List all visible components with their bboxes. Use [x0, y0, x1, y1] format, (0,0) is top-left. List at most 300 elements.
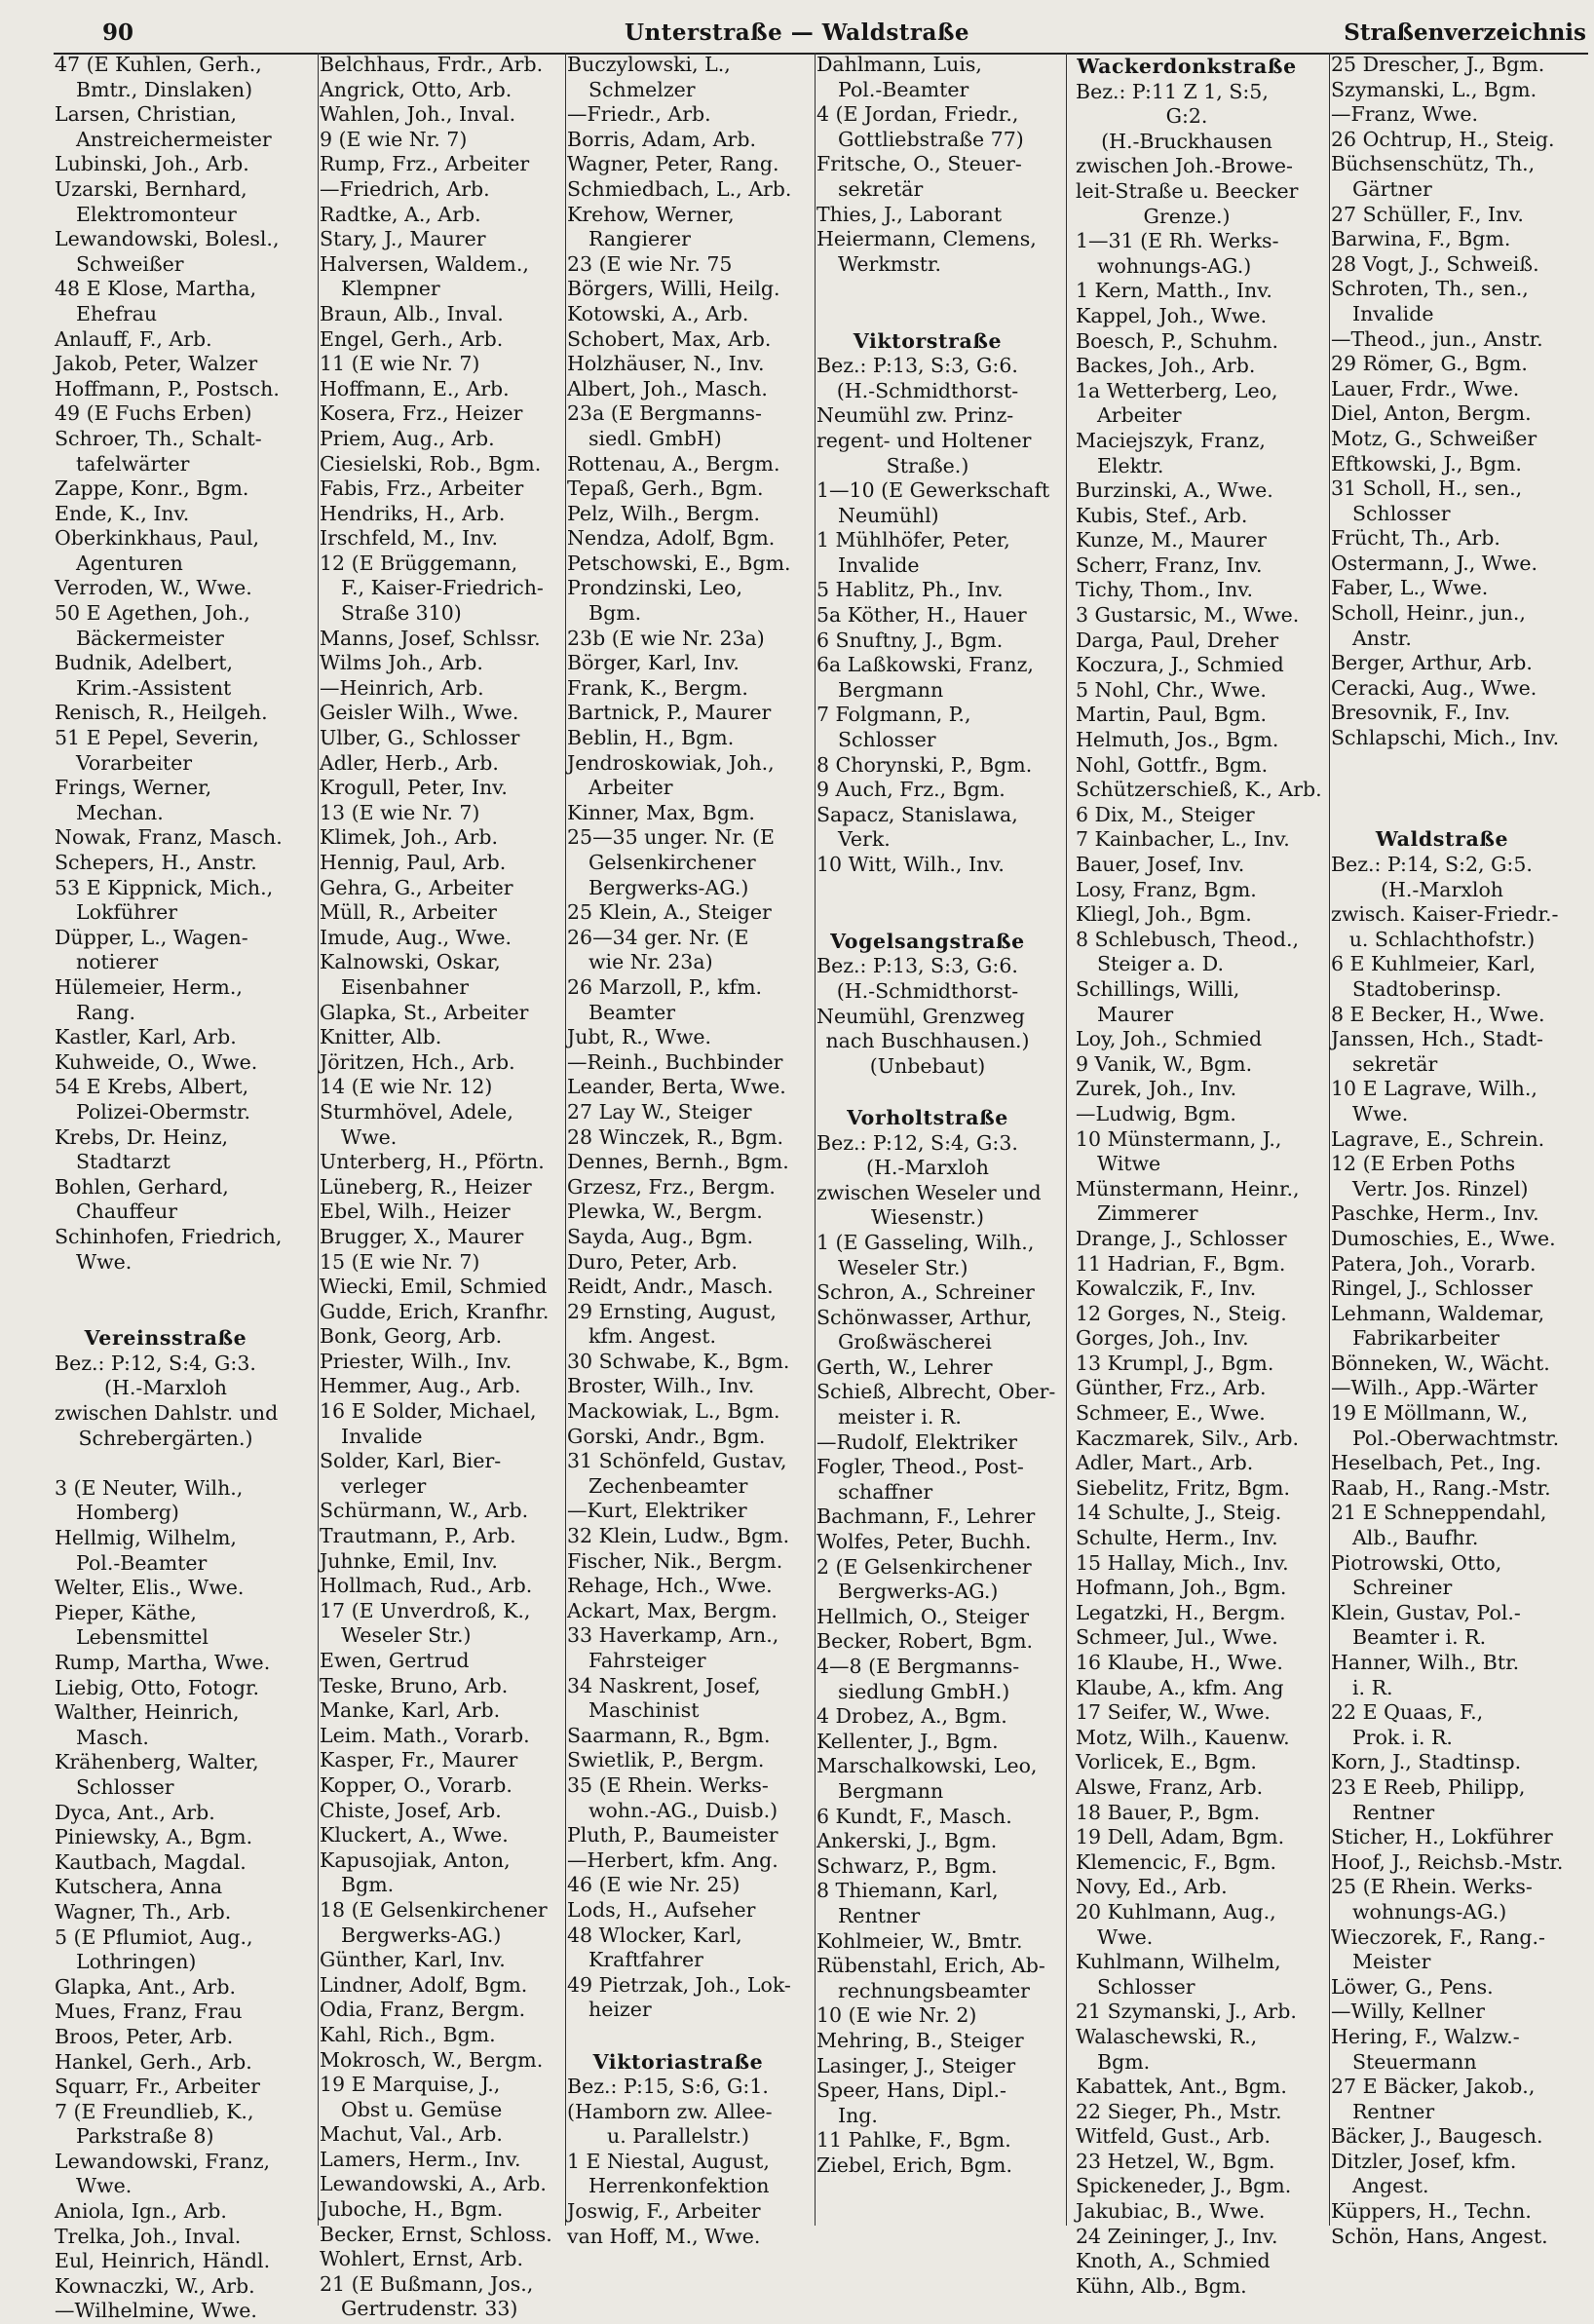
entry-line: Tichy, Thom., Inv.: [1076, 578, 1253, 602]
entry-line: Fahrsteiger: [588, 1649, 706, 1672]
entry-line: Backes, Joh., Arb.: [1076, 354, 1256, 378]
entry-line: Eisenbahner: [341, 974, 470, 999]
entry-line: 54 E Krebs, Albert,: [55, 1075, 249, 1099]
column-divider: [1066, 53, 1067, 2226]
entry-line: (H.-Marxloh: [866, 1156, 989, 1180]
entry-line: 4—8 (E Bergmanns-: [816, 1655, 1020, 1678]
entry-line: Sturmhövel, Adele,: [320, 1099, 513, 1124]
entry-line: Bäckermeister: [76, 626, 224, 650]
entry-line: Kopper, O., Vorarb.: [320, 1772, 512, 1797]
entry-line: Renisch, R., Heilgeh.: [55, 701, 268, 725]
entry-line: Weseler Str.): [341, 1623, 472, 1648]
entry-line: Boesch, P., Schuhm.: [1076, 328, 1279, 353]
street-heading: Viktorstraße: [853, 328, 1003, 353]
entry-line: Plewka, W., Bergm.: [567, 1200, 763, 1224]
entry-line: Solder, Karl, Bier-: [320, 1449, 502, 1473]
entry-line: Verroden, W., Wwe.: [55, 576, 252, 600]
entry-line: 12 Gorges, N., Steig.: [1076, 1301, 1287, 1325]
entry-line: Kotowski, A., Arb.: [567, 301, 749, 325]
entry-line: 17 (E Unverdroß, K.,: [320, 1598, 531, 1622]
entry-line: Fischer, Nik., Bergm.: [567, 1548, 783, 1573]
entry-line: Kosera, Frz., Heizer: [320, 401, 523, 426]
entry-line: van Hoff, M., Wwe.: [567, 2224, 761, 2248]
entry-line: Klein, Gustav, Pol.-: [1331, 1600, 1521, 1624]
entry-line: Rentner: [1352, 2099, 1435, 2123]
entry-line: 27 E Bäcker, Jakob.,: [1331, 2075, 1536, 2099]
entry-line: Ing.: [838, 2103, 878, 2127]
entry-line: regent- und Holtener: [816, 428, 1032, 452]
entry-line: Klempner: [341, 277, 440, 301]
entry-line: Krim.-Assistent: [76, 675, 232, 700]
entry-line: Neumühl zw. Prinz-: [816, 403, 1014, 428]
entry-line: Patera, Joh., Vorarb.: [1331, 1251, 1537, 1276]
entry-line: Ackart, Max, Bergm.: [567, 1598, 778, 1622]
entry-line: Hollmach, Rud., Arb.: [320, 1574, 533, 1598]
entry-line: Anstreichermeister: [76, 127, 272, 151]
entry-line: Lewandowski, A., Arb.: [320, 2172, 547, 2196]
entry-line: 5 (E Pflumiot, Aug.,: [55, 1924, 253, 1949]
spacer: [55, 1275, 277, 1300]
entry-line: Krehow, Werner,: [567, 202, 735, 226]
entry-line: Walther, Heinrich,: [55, 1700, 240, 1725]
entry-line: 23 Hetzel, W., Bgm.: [1076, 2149, 1275, 2173]
entry-line: Hofmann, Joh., Bgm.: [1076, 1576, 1287, 1600]
entry-line: siedlung GmbH.): [838, 1679, 1010, 1703]
entry-line: wohnungs-AG.): [1352, 1899, 1507, 1924]
entry-line: Kasper, Fr., Maurer: [320, 1748, 518, 1772]
entry-line: Witfeld, Gust., Arb.: [1076, 2124, 1271, 2149]
entry-line: Bez.: P:12, S:4, G:3.: [55, 1351, 256, 1375]
entry-line: Lebensmittel: [76, 1625, 209, 1650]
entry-line: Wolfes, Peter, Buchh.: [816, 1530, 1032, 1554]
entry-line: Beamter i. R.: [1352, 1625, 1487, 1650]
entry-line: notierer: [76, 950, 159, 974]
entry-line: Rübenstahl, Erich, Ab-: [816, 1954, 1045, 1978]
page-number: 90: [102, 19, 134, 46]
entry-line: 48 E Klose, Martha,: [55, 277, 257, 301]
entry-line: Hellmich, O., Steiger: [816, 1604, 1030, 1628]
entry-line: Pol.-Beamter: [76, 1550, 208, 1575]
entry-line: Engel, Gerh., Arb.: [320, 326, 504, 351]
entry-line: 7 Kainbacher, L., Inv.: [1076, 827, 1290, 852]
entry-line: Radtke, A., Arb.: [320, 202, 481, 226]
entry-line: 1—10 (E Gewerkschaft: [816, 478, 1050, 503]
entry-line: Novy, Ed., Arb.: [1076, 1875, 1228, 1899]
entry-line: Hellmig, Wilhelm,: [55, 1526, 237, 1550]
entry-line: Dumoschies, E., Wwe.: [1331, 1226, 1556, 1250]
entry-line: Kaczmarek, Silv., Arb.: [1076, 1426, 1299, 1450]
entry-line: Rehage, Hch., Wwe.: [567, 1574, 773, 1598]
spacer: [1331, 751, 1553, 777]
entry-line: 1 Mühlhöfer, Peter,: [816, 528, 1010, 552]
entry-line: Büchsenschütz, Th.,: [1331, 152, 1536, 176]
entry-line: Walaschewski, R.,: [1076, 2024, 1258, 2048]
entry-line: Börger, Karl, Inv.: [567, 651, 740, 675]
entry-line: Adler, Herb., Arb.: [320, 750, 499, 775]
entry-line: meister i. R.: [838, 1405, 962, 1429]
entry-line: Wiesenstr.): [870, 1205, 985, 1230]
entry-line: 7 Folgmann, P.,: [816, 703, 971, 727]
entry-line: Jubt, R., Wwe.: [567, 1025, 712, 1049]
entry-line: sekretär: [838, 176, 924, 201]
entry-line: 23a (E Bergmanns-: [567, 401, 762, 426]
entry-line: sekretär: [1352, 1051, 1438, 1076]
entry-line: Mechan.: [76, 800, 164, 824]
entry-line: Sticher, H., Lokführer: [1331, 1825, 1553, 1849]
entry-line: Beblin, H., Bgm.: [567, 726, 735, 750]
entry-line: Burzinski, A., Wwe.: [1076, 478, 1273, 503]
entry-line: Motz, Wilh., Kauenw.: [1076, 1725, 1290, 1749]
entry-line: Ehefrau: [76, 301, 158, 325]
entry-line: Hoffmann, E., Arb.: [320, 376, 510, 400]
entry-line: Kraftfahrer: [588, 1948, 703, 1972]
entry-line: Chauffeur: [76, 1200, 178, 1224]
entry-line: Glapka, Ant., Arb.: [55, 1974, 236, 1999]
entry-line: Stary, J., Maurer: [320, 227, 486, 251]
entry-line: —Ludwig, Bgm.: [1076, 1101, 1236, 1125]
entry-line: 3 (E Neuter, Wilh.,: [55, 1475, 244, 1500]
entry-line: 12 (E Erben Poths: [1331, 1152, 1516, 1176]
entry-line: (H.-Bruckhausen: [1101, 129, 1272, 153]
entry-line: (H.-Marxloh: [104, 1376, 227, 1400]
entry-line: Broos, Peter, Arb.: [55, 2024, 234, 2048]
entry-line: Elektromonteur: [76, 202, 237, 226]
entry-line: 22 Sieger, Ph., Mstr.: [1076, 2099, 1282, 2123]
entry-line: Hoof, J., Reichsb.-Mstr.: [1331, 1849, 1564, 1874]
entry-line: Lüneberg, R., Heizer: [320, 1174, 532, 1199]
entry-line: Bartnick, P., Maurer: [567, 701, 772, 725]
entry-line: Dyca, Ant., Arb.: [55, 1800, 215, 1824]
street-heading: Viktoriastraße: [592, 2049, 764, 2074]
entry-line: 28 Winczek, R., Bgm.: [567, 1124, 784, 1149]
entry-line: Hering, F., Walzw.-: [1331, 2024, 1520, 2048]
entry-line: Jöritzen, Hch., Arb.: [320, 1049, 515, 1074]
entry-line: 19 E Marquise, J.,: [320, 2073, 501, 2097]
entry-line: Bgm.: [1097, 2049, 1151, 2074]
entry-line: Scherr, Franz, Inv.: [1076, 552, 1263, 577]
entry-line: 53 E Kippnick, Mich.,: [55, 875, 274, 899]
entry-line: 49 Pietrzak, Joh., Lok-: [567, 1972, 791, 1997]
entry-line: Nowak, Franz, Masch.: [55, 825, 283, 850]
entry-line: Wwe.: [76, 1249, 133, 1274]
entry-line: Lewandowski, Bolesl.,: [55, 227, 280, 251]
street-heading: Vereinsstraße: [84, 1326, 247, 1351]
entry-line: u. Schlachthofstr.): [1348, 927, 1536, 951]
spacer: [1331, 801, 1553, 826]
entry-line: 28 Vogt, J., Schweiß.: [1331, 251, 1539, 276]
entry-line: Kinner, Max, Bgm.: [567, 800, 755, 824]
entry-line: 27 Lay W., Steiger: [567, 1099, 752, 1124]
entry-line: Schlosser: [1352, 501, 1451, 525]
entry-line: Stadtoberinsp.: [1352, 976, 1502, 1001]
entry-line: Frank, K., Bergm.: [567, 675, 748, 700]
entry-line: Wwe.: [76, 2174, 133, 2198]
column-divider: [318, 53, 319, 2226]
entry-line: Sayda, Aug., Bgm.: [567, 1224, 754, 1248]
spacer: [816, 878, 1039, 903]
entry-line: Braun, Alb., Inval.: [320, 301, 504, 325]
column-6: [1331, 53, 1564, 2248]
entry-line: Prok. i. R.: [1352, 1725, 1453, 1749]
entry-line: 31 Scholl, H., sen.,: [1331, 476, 1523, 501]
entry-line: Kownaczki, W., Arb.: [55, 2273, 255, 2298]
entry-line: 21 Szymanski, J., Arb.: [1076, 2000, 1297, 2024]
entry-line: Losy, Franz, Bgm.: [1076, 877, 1257, 901]
entry-line: Schönwasser, Arthur,: [816, 1305, 1033, 1329]
entry-line: Kautbach, Magdal.: [55, 1849, 247, 1874]
entry-line: Bohlen, Gerhard,: [55, 1174, 229, 1199]
entry-line: Priem, Aug., Arb.: [320, 426, 495, 450]
entry-line: Schillings, Willi,: [1076, 976, 1240, 1001]
entry-line: Hankel, Gerh., Arb.: [55, 2049, 252, 2074]
entry-line: Borris, Adam, Arb.: [567, 127, 756, 151]
entry-line: Günther, Karl, Inv.: [320, 1948, 506, 1972]
entry-line: 25—35 unger. Nr. (E: [567, 825, 775, 850]
entry-line: Leim. Math., Vorarb.: [320, 1723, 530, 1747]
entry-line: Lothringen): [76, 1950, 197, 1974]
entry-line: 1 E Niestal, August,: [567, 2149, 770, 2173]
entry-line: Lagrave, E., Schrein.: [1331, 1126, 1545, 1151]
entry-line: Bönneken, W., Wächt.: [1331, 1351, 1550, 1375]
entry-line: Bergwerks-AG.): [838, 1580, 999, 1604]
entry-line: Jendroskowiak, Joh.,: [567, 750, 775, 775]
entry-line: Trelka, Joh., Inval.: [55, 2224, 242, 2248]
entry-line: 3 Gustarsic, M., Wwe.: [1076, 603, 1300, 628]
entry-line: 34 Naskrent, Josef,: [567, 1673, 761, 1697]
entry-line: Schrebergärten.): [78, 1426, 253, 1450]
entry-line: Wieczorek, F., Rang.-: [1331, 1924, 1545, 1949]
entry-line: —Wilhelmine, Wwe.: [55, 2299, 257, 2323]
entry-line: Bäcker, J., Baugesch.: [1331, 2124, 1543, 2149]
entry-line: Gelsenkirchener: [588, 851, 756, 874]
entry-line: Leander, Berta, Wwe.: [567, 1075, 786, 1099]
entry-line: Wwe.: [1097, 1924, 1154, 1949]
entry-line: 21 (E Bußmann, Jos.,: [320, 2271, 534, 2296]
entry-line: Ceracki, Aug., Wwe.: [1331, 675, 1537, 700]
entry-line: Kutschera, Anna: [55, 1875, 223, 1899]
entry-line: Angrick, Otto, Arb.: [320, 77, 512, 101]
entry-line: Broster, Wilh., Inv.: [567, 1374, 755, 1398]
entry-line: Schwarz, P., Bgm.: [816, 1853, 998, 1878]
entry-line: 27 Schüller, F., Inv.: [1331, 202, 1524, 226]
entry-line: 15 Hallay, Mich., Inv.: [1076, 1550, 1289, 1575]
entry-line: Motz, G., Schweißer: [1331, 426, 1537, 450]
entry-line: —Wilh., App.-Wärter: [1331, 1376, 1537, 1400]
entry-line: u. Parallelstr.): [607, 2124, 749, 2149]
entry-line: Ditzler, Josef, kfm.: [1331, 2149, 1517, 2173]
spacer: [567, 2023, 789, 2048]
entry-line: Grzesz, Frz., Bergm.: [567, 1174, 776, 1199]
entry-line: Schlosser: [76, 1774, 174, 1799]
entry-line: —Willy, Kellner: [1331, 2000, 1485, 2024]
entry-line: 48 Wlocker, Karl,: [567, 1923, 742, 1947]
entry-line: Frücht, Th., Arb.: [1331, 526, 1500, 551]
entry-line: Sapacz, Stanislawa,: [816, 802, 1018, 826]
column-5: [1076, 53, 1322, 2298]
entry-line: —Herbert, kfm. Ang.: [567, 1848, 778, 1872]
entry-line: Ostermann, J., Wwe.: [1331, 551, 1538, 575]
entry-line: Bez.: P:13, S:3, G:6.: [816, 354, 1018, 378]
entry-line: Becker, Robert, Bgm.: [816, 1629, 1034, 1654]
entry-line: 9 Auch, Frz., Bgm.: [816, 778, 1006, 802]
entry-line: Kluckert, A., Wwe.: [320, 1823, 509, 1848]
entry-line: 8 Chorynski, P., Bgm.: [816, 752, 1033, 777]
entry-line: tafelwärter: [76, 451, 190, 476]
entry-line: Nendza, Adolf, Bgm.: [567, 526, 776, 551]
entry-line: Piniewsky, A., Bgm.: [55, 1825, 253, 1849]
entry-line: wie Nr. 23a): [588, 950, 713, 974]
entry-line: Legatzki, H., Bergm.: [1076, 1600, 1286, 1624]
entry-line: Kahl, Rich., Bgm.: [320, 2022, 496, 2046]
entry-line: Schroten, Th., sen.,: [1331, 277, 1529, 301]
entry-line: Neumühl): [838, 503, 939, 527]
entry-line: Bergmann: [838, 677, 944, 702]
entry-line: Oberkinkhaus, Paul,: [55, 526, 260, 551]
entry-line: Manke, Karl, Arb.: [320, 1698, 501, 1723]
entry-line: Hoffmann, P., Postsch.: [55, 376, 280, 400]
entry-line: —Heinrich, Arb.: [320, 675, 484, 700]
entry-line: 24 Zeininger, J., Inv.: [1076, 2224, 1278, 2248]
entry-line: zwischen Joh.-Browe-: [1076, 154, 1293, 178]
entry-line: Herrenkonfektion: [588, 2174, 770, 2198]
entry-line: 29 Ernsting, August,: [567, 1299, 777, 1323]
entry-line: Bez.: P:13, S:3, G:6.: [816, 954, 1018, 978]
entry-line: (Unbebaut): [869, 1053, 986, 1078]
entry-line: Schmiedbach, L., Arb.: [567, 176, 792, 201]
entry-line: Gudde, Erich, Kranfhr.: [320, 1299, 550, 1323]
entry-line: 33 Haverkamp, Arn.,: [567, 1623, 779, 1648]
entry-line: 47 (E Kuhlen, Gerh.,: [55, 53, 262, 76]
entry-line: 2 (E Gelsenkirchener: [816, 1554, 1032, 1579]
entry-line: Wwe.: [341, 1124, 398, 1149]
entry-line: Jakob, Peter, Walzer: [55, 352, 258, 376]
entry-line: Maschinist: [588, 1698, 700, 1723]
entry-line: Paschke, Herm., Inv.: [1331, 1201, 1539, 1226]
entry-line: Berger, Arthur, Arb.: [1331, 651, 1533, 675]
entry-line: Teske, Bruno, Arb.: [320, 1673, 509, 1697]
entry-line: Schulte, Herm., Inv.: [1076, 1526, 1278, 1550]
entry-line: 17 Seifer, W., Wwe.: [1076, 1700, 1271, 1725]
entry-line: Kalnowski, Oskar,: [320, 950, 501, 974]
entry-line: Mackowiak, L., Bgm.: [567, 1399, 780, 1424]
entry-line: Marschalkowski, Leo,: [816, 1754, 1038, 1778]
entry-line: 10 Münstermann, J.,: [1076, 1126, 1282, 1151]
page-title: Unterstraße — Waldstraße: [624, 19, 970, 46]
entry-line: Alb., Baufhr.: [1352, 1526, 1479, 1550]
entry-line: 29 Römer, G., Bgm.: [1331, 352, 1528, 376]
entry-line: 8 Thiemann, Karl,: [816, 1879, 999, 1903]
entry-line: Agenturen: [76, 551, 183, 575]
entry-line: Welter, Elis., Wwe.: [55, 1576, 245, 1600]
entry-line: Holzhäuser, N., Inv.: [567, 352, 765, 376]
entry-line: Gorges, Joh., Inv.: [1076, 1326, 1249, 1351]
entry-line: Günther, Frz., Arb.: [1076, 1376, 1267, 1400]
entry-line: Ende, K., Inv.: [55, 501, 190, 525]
entry-line: 23b (E wie Nr. 23a): [567, 626, 765, 650]
entry-line: Küppers, H., Techn.: [1331, 2199, 1532, 2224]
entry-line: Anlauff, F., Arb.: [55, 326, 212, 351]
entry-line: heizer: [588, 1998, 652, 2022]
entry-line: 16 Klaube, H., Wwe.: [1076, 1651, 1283, 1674]
entry-line: Pelz, Wilh., Bergm.: [567, 501, 761, 525]
entry-line: Werkmstr.: [838, 251, 942, 276]
entry-line: Helmuth, Jos., Bgm.: [1076, 728, 1279, 752]
entry-line: Schepers, H., Anstr.: [55, 851, 257, 874]
entry-line: G:2.: [1165, 104, 1208, 129]
entry-line: Löwer, G., Pens.: [1331, 1974, 1494, 1999]
entry-line: i. R.: [1352, 1675, 1393, 1699]
entry-line: Larsen, Christian,: [55, 102, 238, 127]
entry-line: Bgm.: [588, 601, 642, 626]
entry-line: —Friedr., Arb.: [567, 102, 711, 127]
entry-line: Ciesielski, Rob., Bgm.: [320, 451, 542, 476]
entry-line: Schmeer, Jul., Wwe.: [1076, 1625, 1278, 1650]
entry-line: Petschowski, E., Bgm.: [567, 551, 791, 575]
entry-line: Wwe.: [1352, 1101, 1409, 1125]
spacer: [816, 302, 1039, 327]
entry-line: Eul, Heinrich, Händl.: [55, 2249, 271, 2273]
entry-line: Pol.-Oberwachtmstr.: [1352, 1426, 1560, 1450]
entry-line: 11 Pahlke, F., Bgm.: [816, 2128, 1011, 2153]
entry-line: Zechenbeamter: [588, 1473, 748, 1498]
entry-line: Maurer: [1097, 1002, 1174, 1026]
spacer: [55, 1300, 277, 1325]
entry-line: Swietlik, P., Bergm.: [567, 1748, 765, 1772]
spacer: [55, 1451, 277, 1476]
entry-line: Kapusojiak, Anton,: [320, 1848, 511, 1872]
entry-line: Maciejszyk, Franz,: [1076, 428, 1266, 452]
entry-line: 9 (E wie Nr. 7): [320, 127, 468, 151]
entry-line: Schön, Hans, Angest.: [1331, 2224, 1548, 2248]
entry-line: 6a Laßkowski, Franz,: [816, 653, 1034, 677]
entry-line: Alswe, Franz, Arb.: [1076, 1774, 1264, 1799]
entry-line: 10 (E wie Nr. 2): [816, 2003, 977, 2028]
entry-line: Wahlen, Joh., Inval.: [320, 102, 516, 127]
entry-line: Anstr.: [1352, 626, 1412, 650]
entry-line: wohn.-AG., Duisb.): [588, 1798, 778, 1822]
entry-line: Kuhlmann, Wilhelm,: [1076, 1950, 1281, 1974]
entry-line: Schmelzer: [588, 77, 696, 101]
entry-line: Geisler Wilh., Wwe.: [320, 701, 519, 725]
entry-line: Wagner, Th., Arb.: [55, 1899, 232, 1924]
entry-line: 19 E Möllmann, W.,: [1331, 1401, 1529, 1426]
entry-line: Kowalczik, F., Inv.: [1076, 1276, 1257, 1301]
entry-line: Ziebel, Erich, Bgm.: [816, 2153, 1012, 2177]
column-3: [567, 53, 792, 2248]
entry-line: Mehring, B., Steiger: [816, 2028, 1024, 2052]
entry-line: Loy, Joh., Schmied: [1076, 1027, 1263, 1051]
entry-line: Kellenter, J., Bgm.: [816, 1729, 999, 1753]
entry-line: 23 (E wie Nr. 75: [567, 251, 733, 276]
entry-line: 14 (E wie Nr. 12): [320, 1075, 493, 1099]
entry-line: Prondzinski, Leo,: [567, 576, 742, 600]
entry-line: rechnungsbeamter: [838, 1978, 1030, 2002]
entry-line: Bachmann, F., Lehrer: [816, 1505, 1036, 1529]
entry-line: F., Kaiser-Friedrich-: [341, 576, 544, 600]
entry-line: Schürmann, W., Arb.: [320, 1499, 529, 1523]
entry-line: Obst u. Gemüse: [341, 2097, 503, 2121]
entry-line: Lods, H., Aufseher: [567, 1897, 756, 1922]
entry-line: Weseler Str.): [838, 1255, 968, 1279]
entry-line: Barwina, F., Bgm.: [1331, 227, 1511, 251]
entry-line: Unterberg, H., Pförtn.: [320, 1150, 545, 1174]
entry-line: 49 (E Fuchs Erben): [55, 401, 252, 426]
entry-line: Albert, Joh., Masch.: [567, 376, 768, 400]
entry-line: Bgm.: [341, 1873, 395, 1897]
entry-line: Gottliebstraße 77): [838, 127, 1024, 151]
entry-line: 46 (E wie Nr. 25): [567, 1873, 740, 1897]
entry-line: Rangierer: [588, 227, 691, 251]
